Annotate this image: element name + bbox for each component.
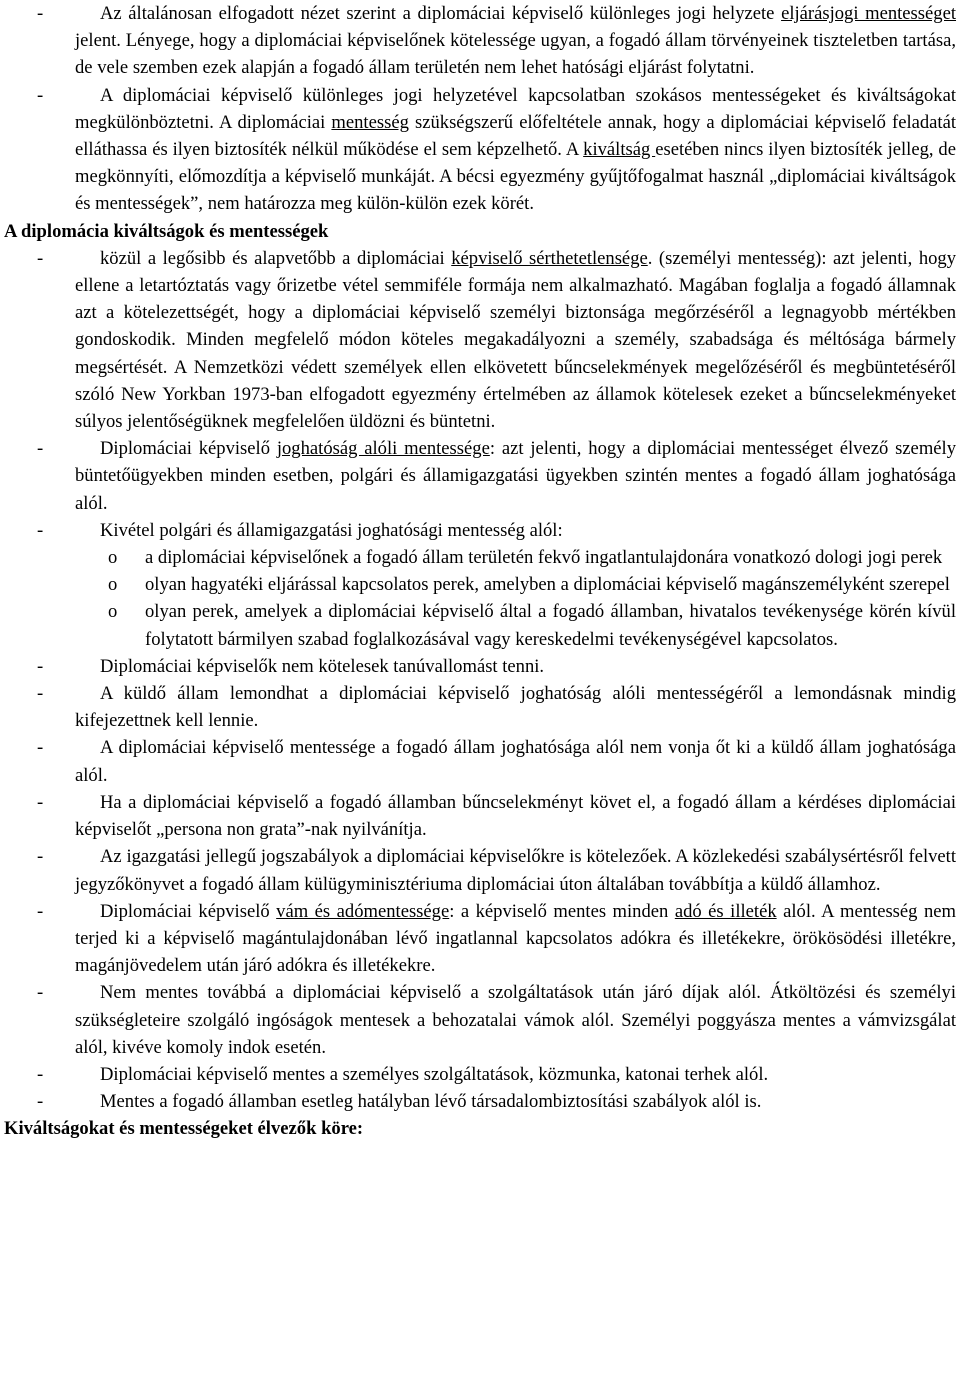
text-run: Diplomáciai képviselők nem kötelesek tanúvallomást tenni. — [100, 655, 545, 677]
list-dash: - — [37, 846, 44, 868]
text-run: szükségszerű előfeltétele annak, hogy a diplomáciai képviselő feladatát elláthassa és ilyen biztosíték nélkül működése el sem képzelhető. A — [75, 111, 957, 161]
list-dash: - — [37, 247, 44, 269]
list-dash: - — [37, 84, 44, 106]
underlined-term: vám és adómentessége — [276, 900, 450, 922]
underlined-term: kiváltság — [583, 139, 656, 161]
text-run: Az igazgatási jellegű jogszabályok a diplomáciai képviselőkre is kötelezőek. A közlekedési szabálysértésről felvett jegyzőkönyvet a fogadó állam külügyminisztériuma diplomáciai úton általában továbbítja a küldő államhoz. — [75, 846, 956, 895]
bullet-text: olyan perek, amelyek a diplomáciai képviselő által a fogadó államban, hivatalos tevékenysége körén kívül folytatott bármilyen szabad foglalkozásával vagy kereskedelmi tevékenységével kapcsolatos. — [145, 601, 956, 650]
text-run: Nem mentes továbbá a diplomáciai képviselő a szolgáltatások után járó díjak alól. Átköltözési és személyi szükségleteire szolgáló ingóságok mentesek a behozatalai vámok alól. Személyi poggyásza mentes a vámvizsgálat alól, kivéve komoly indok esetén. — [75, 982, 956, 1058]
bullet-list-item — [0, 571, 960, 598]
list-dash: - — [37, 519, 44, 541]
text-run: Ha a diplomáciai képviselő a fogadó államban bűncselekményt követ el, a fogadó állam a kérdéses diplomáciai képviselőt „persona non grata”-nak nyilvánítja. — [75, 791, 956, 841]
dash-list-item — [0, 1088, 960, 1115]
text-run: Diplomáciai képviselő mentes a személyes szolgáltatások, közmunka, katonai terhek alól. — [100, 1063, 769, 1085]
text-run: . (személyi mentesség): azt jelenti, hogy ellene a letartóztatás vagy őrizetbe vétel semmiféle formája nem alkalmazható. Magában foglalja a fogadó államnak azt a kötelezettségét, hogy a diplomáciai képviselő személyi biztonsága megőrzéséről a legnagyobb mértékben gondoskodik. Minden megfelelő módon köteles megakadályozni a személy, szabadsága és méltósága bármely megsértését. A Nemzetközi védett személyek ellen elkövetett bűncselekmények megelőzéséről és megbüntetéséről szóló New Yorkban 1973-ban elfogadott egyezmény értelmében az államok kötelesek ezeket a bűncselekményeket súlyos jelentőségüknek megfelelően üldözni és büntetni. — [75, 247, 957, 433]
list-dash: - — [37, 900, 44, 922]
list-bullet: o — [108, 547, 118, 569]
bullet-list-item — [0, 598, 960, 652]
list-bullet: o — [108, 574, 118, 596]
section-privileges — [0, 245, 960, 544]
dash-list-item — [0, 0, 960, 82]
dash-list-item — [0, 898, 960, 980]
section-heading-privileges: A diplomácia kiváltságok és mentességek — [4, 220, 329, 242]
list-dash: - — [37, 1091, 44, 1113]
section-heading-beneficiaries: Kiváltságokat és mentességeket élvezők köre: — [4, 1118, 364, 1140]
dash-list-item — [0, 1061, 960, 1088]
underlined-term: mentesség — [331, 111, 409, 133]
dash-list-item — [0, 843, 960, 897]
text-run: esetében nincs ilyen biztosíték jelleg, de megkönnyíti, előmozdítja a képviselő munkáját. A bécsi egyezmény gyűjtőfogalmat használ „diplomáciai kiváltságok és mentességek”, nem határozza meg külön-külön ezek körét. — [75, 139, 956, 215]
text-run: Diplomáciai képviselő — [100, 438, 277, 460]
text-run: A küldő állam lemondhat a diplomáciai képviselő joghatóság alóli mentességéről a lemondásnak mindig kifejezettnek kell lennie. — [75, 683, 956, 732]
list-dash: - — [37, 791, 44, 813]
bullet-text: olyan hagyatéki eljárással kapcsolatos perek, amelyben a diplomáciai képviselő magánszemélyként szerepel — [145, 574, 950, 596]
dash-list-item — [0, 245, 960, 435]
section-further-rules — [0, 653, 960, 1115]
underlined-term: joghatóság alóli mentessége — [276, 438, 490, 460]
dash-list-item — [0, 82, 960, 218]
text-run: Mentes a fogadó államban esetleg hatályban lévő társadalombiztosítási szabályok alól is. — [100, 1091, 762, 1113]
list-dash: - — [37, 438, 44, 460]
text-run: jelent. Lényege, hogy a diplomáciai képviselőnek kötelessége ugyan, a fogadó állam törvényeinek tiszteletben tartása, de vele szemben ezek alapján a fogadó állam területén nem lehet hatósági eljárást folytatni. — [75, 30, 956, 79]
text-run: : azt jelenti, hogy a diplomáciai mentességet élvező személy büntetőügyekben minden esetben, polgári és államigazgatási ügyekben szintén mentes a fogadó állam joghatósága alól. — [75, 438, 956, 514]
underlined-term: képviselő sérthetetlensége — [451, 247, 648, 269]
dash-list-item — [0, 653, 960, 680]
underlined-term: eljárásjogi mentességet — [781, 3, 957, 24]
dash-list-item — [0, 517, 960, 544]
text-run: Az általánosan elfogadott nézet szerint a diplomáciai képviselő különleges jogi helyzete — [100, 3, 782, 24]
dash-list-item — [0, 979, 960, 1061]
list-dash: - — [37, 3, 44, 24]
bullet-list-item — [0, 544, 960, 571]
bullet-text: a diplomáciai képviselőnek a fogadó állam területén fekvő ingatlantulajdonára vonatkozó dologi jogi perek — [145, 547, 943, 569]
text-run: közül a legősibb és alapvetőbb a diplomáciai — [100, 247, 452, 269]
dash-list-item — [0, 680, 960, 734]
list-bullet: o — [108, 601, 118, 623]
list-dash: - — [37, 683, 44, 705]
dash-list-item — [0, 789, 960, 843]
text-run: Kivétel polgári és államigazgatási joghatósági mentesség alól: — [100, 519, 563, 541]
list-dash: - — [37, 737, 44, 759]
dash-list-item — [0, 435, 960, 517]
text-run: A diplomáciai képviselő mentessége a fogadó állam joghatósága alól nem vonja őt ki a küldő állam joghatósága alól. — [75, 737, 956, 786]
list-dash: - — [37, 1063, 44, 1085]
dash-list-item — [0, 734, 960, 788]
list-dash: - — [37, 655, 44, 677]
text-run: Diplomáciai képviselő — [100, 900, 277, 922]
text-run: : a képviselő mentes minden — [449, 900, 675, 922]
section-intro — [0, 0, 960, 218]
list-dash: - — [37, 982, 44, 1004]
section-exceptions — [0, 544, 960, 653]
text-run: A diplomáciai képviselő különleges jogi helyzetével kapcsolatban szokásos mentességeket és kiváltságokat megkülönböztetni. A diplomáciai — [75, 84, 956, 133]
underlined-term: adó és illeték — [674, 900, 777, 922]
text-run: alól. A mentesség nem terjed ki a képviselő magántulajdonában lévő ingatlannal kapcsolatos adókra és illetékekre, örökösödési illetékre, magánjövedelem után járó adókra és illetékekre. — [75, 900, 956, 977]
